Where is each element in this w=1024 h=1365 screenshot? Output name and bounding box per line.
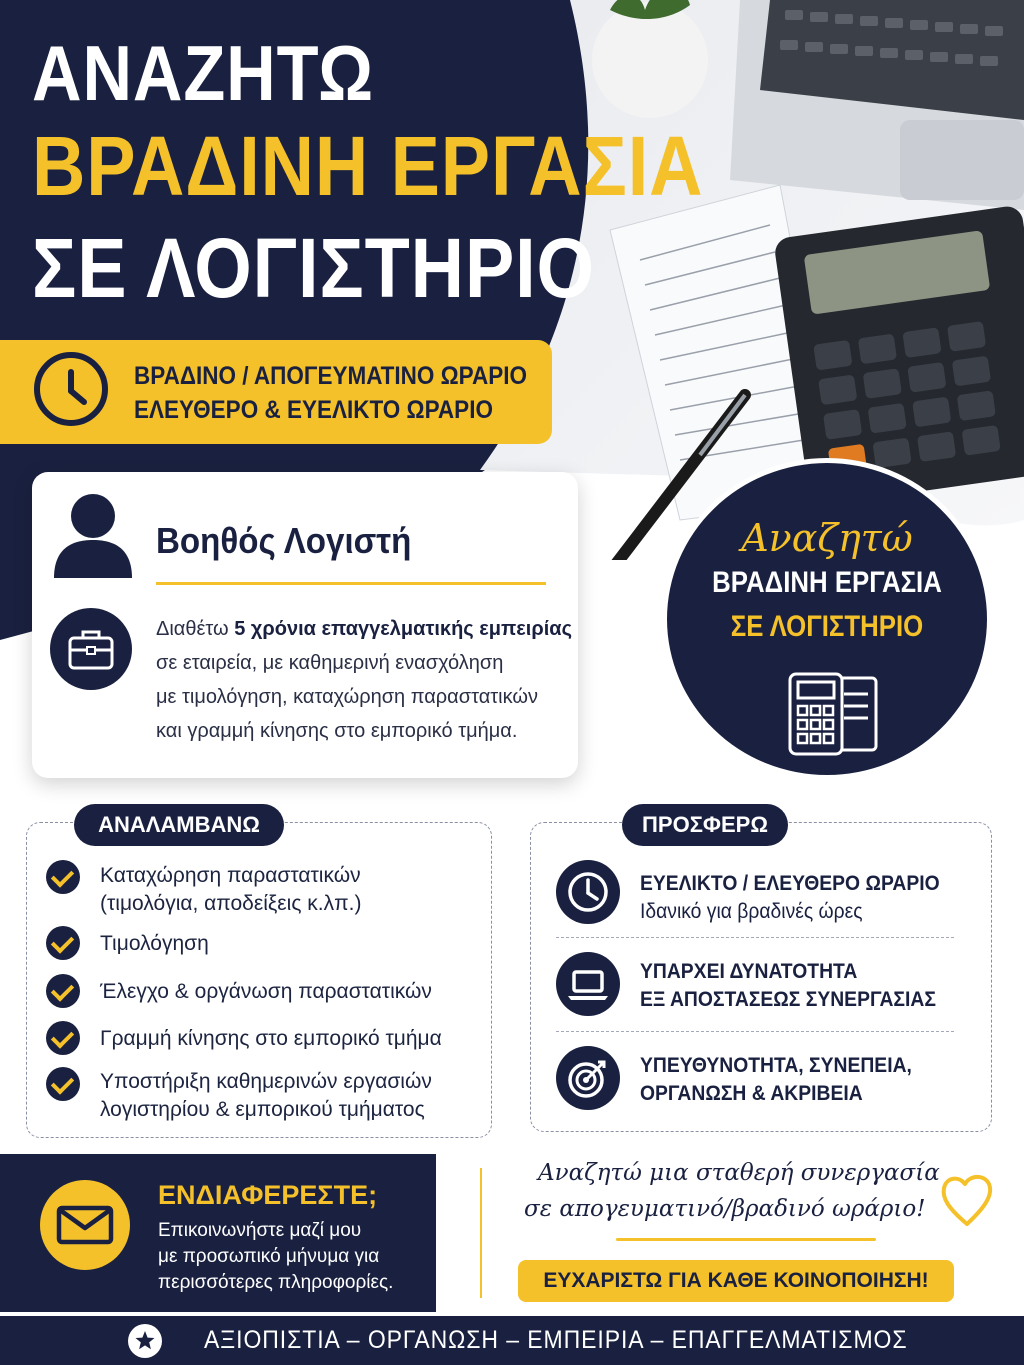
profile-description-line-3: με τιμολόγηση, καταχώρηση παραστατικών xyxy=(156,686,538,708)
offer-item-1-detail: Ιδανικό για βραδινές ώρες xyxy=(640,900,863,923)
contact-title: ΕΝΔΙΑΦΕΡΕΣΤΕ; xyxy=(158,1180,378,1210)
responsibility-item-5: Υποστήριξη καθημερινών εργασιών xyxy=(100,1070,432,1093)
responsibility-item-2: Τιμολόγηση xyxy=(100,932,209,955)
headline-line-2: ΒΡΑΔΙΝΗ ΕΡΓΑΣΙΑ xyxy=(32,119,704,213)
offer-divider xyxy=(556,937,954,938)
contact-line-3: περισσότερες πληροφορίες. xyxy=(158,1272,394,1293)
hours-line-1: ΒΡΑΔΙΝΟ / ΑΠΟΓΕΥΜΑΤΙΝΟ ΩΡΑΡΙΟ xyxy=(134,362,527,390)
check-icon xyxy=(46,860,80,894)
offer-item-3-title: ΥΠΕΥΘΥΝΟΤΗΤΑ, ΣΥΝΕΠΕΙΑ, xyxy=(640,1054,912,1077)
badge-line-1: ΒΡΑΔΙΝΗ ΕΡΓΑΣΙΑ xyxy=(712,566,942,599)
check-icon xyxy=(46,926,80,960)
headline-line-1: ΑΝΑΖΗΤΩ xyxy=(32,29,375,117)
responsibility-item-1-detail: (τιμολόγια, αποδείξεις κ.λπ.) xyxy=(100,892,362,915)
responsibilities-title: ΑΝΑΛΑΜΒΑΝΩ xyxy=(74,804,284,846)
responsibility-item-5-detail: λογιστηρίου & εμπορικού τμήματος xyxy=(100,1098,425,1121)
profile-description-line-2: σε εταιρεία, με καθημερινή ενασχόληση xyxy=(156,652,504,674)
thanks-banner: ΕΥΧΑΡΙΣΤΩ ΓΙΑ ΚΑΘΕ ΚΟΙΝΟΠΟΙΗΣΗ! xyxy=(518,1260,954,1302)
description-prefix: Διαθέτω xyxy=(156,618,235,640)
laptop-icon xyxy=(556,952,620,1016)
contact-line-2: με προσωπικό μήνυμα για xyxy=(158,1246,380,1267)
profile-description-line-4: και γραμμή κίνησης στο εμπορικό τμήμα. xyxy=(156,720,518,742)
experience-highlight: 5 χρόνια επαγγελματικής εμπειρίας xyxy=(234,618,572,640)
target-icon xyxy=(556,1046,620,1110)
role-title: Βοηθός Λογιστή xyxy=(156,520,412,561)
footer-values: ΑΞΙΟΠΙΣΤΙΑ – ΟΡΓΑΝΩΣΗ – ΕΜΠΕΙΡΙΑ – ΕΠΑΓΓΕΛΜΑΤΙΣΜΟΣ xyxy=(204,1326,908,1354)
hours-line-2: ΕΛΕΥΘΕΡΟ & ΕΥΕΛΙΚΤΟ ΩΡΑΡΙΟ xyxy=(134,396,493,424)
closing-script-line-2: σε απογευματινό/βραδινό ωράριο! xyxy=(524,1196,926,1222)
responsibility-item-3: Έλεγχο & οργάνωση παραστατικών xyxy=(100,980,432,1003)
offer-item-1-title: ΕΥΕΛΙΚΤΟ / ΕΛΕΥΘΕΡΟ ΩΡΑΡΙΟ xyxy=(640,872,940,895)
heart-icon xyxy=(938,1170,996,1230)
profile-description-line-1 xyxy=(156,618,572,641)
envelope-icon xyxy=(40,1180,130,1270)
check-icon xyxy=(46,974,80,1008)
script-underline xyxy=(616,1238,876,1241)
closing-script-line-1: Αναζητώ μια σταθερή συνεργασία xyxy=(538,1160,940,1186)
check-icon xyxy=(46,1067,80,1101)
responsibility-item-1: Καταχώρηση παραστατικών xyxy=(100,864,361,887)
star-icon xyxy=(128,1324,162,1358)
offer-divider xyxy=(556,1031,954,1032)
briefcase-icon xyxy=(50,608,132,690)
badge-line-2: ΣΕ ΛΟΓΙΣΤΗΡΙΟ xyxy=(730,610,924,643)
person-icon xyxy=(52,490,134,578)
section-divider xyxy=(480,1168,482,1298)
calculator-documents-icon xyxy=(784,670,884,760)
offer-item-3-detail: ΟΡΓΑΝΩΣΗ & ΑΚΡΙΒΕΙΑ xyxy=(640,1082,863,1105)
responsibility-item-4: Γραμμή κίνησης στο εμπορικό τμήμα xyxy=(100,1027,442,1050)
offer-title: ΠΡΟΣΦΕΡΩ xyxy=(622,804,788,846)
clock-icon xyxy=(556,860,620,924)
badge-script-text: Αναζητώ xyxy=(741,516,913,560)
headline-line-3: ΣΕ ΛΟΓΙΣΤΗΡΙΟ xyxy=(32,221,595,315)
role-divider xyxy=(156,582,546,585)
contact-line-1: Επικοινωνήστε μαζί μου xyxy=(158,1220,362,1241)
check-icon xyxy=(46,1021,80,1055)
offer-item-2-detail: ΕΞ ΑΠΟΣΤΑΣΕΩΣ ΣΥΝΕΡΓΑΣΙΑΣ xyxy=(640,988,936,1011)
clock-icon xyxy=(34,352,108,426)
offer-item-2-title: ΥΠΑΡΧΕΙ ΔΥΝΑΤΟΤΗΤΑ xyxy=(640,960,858,983)
